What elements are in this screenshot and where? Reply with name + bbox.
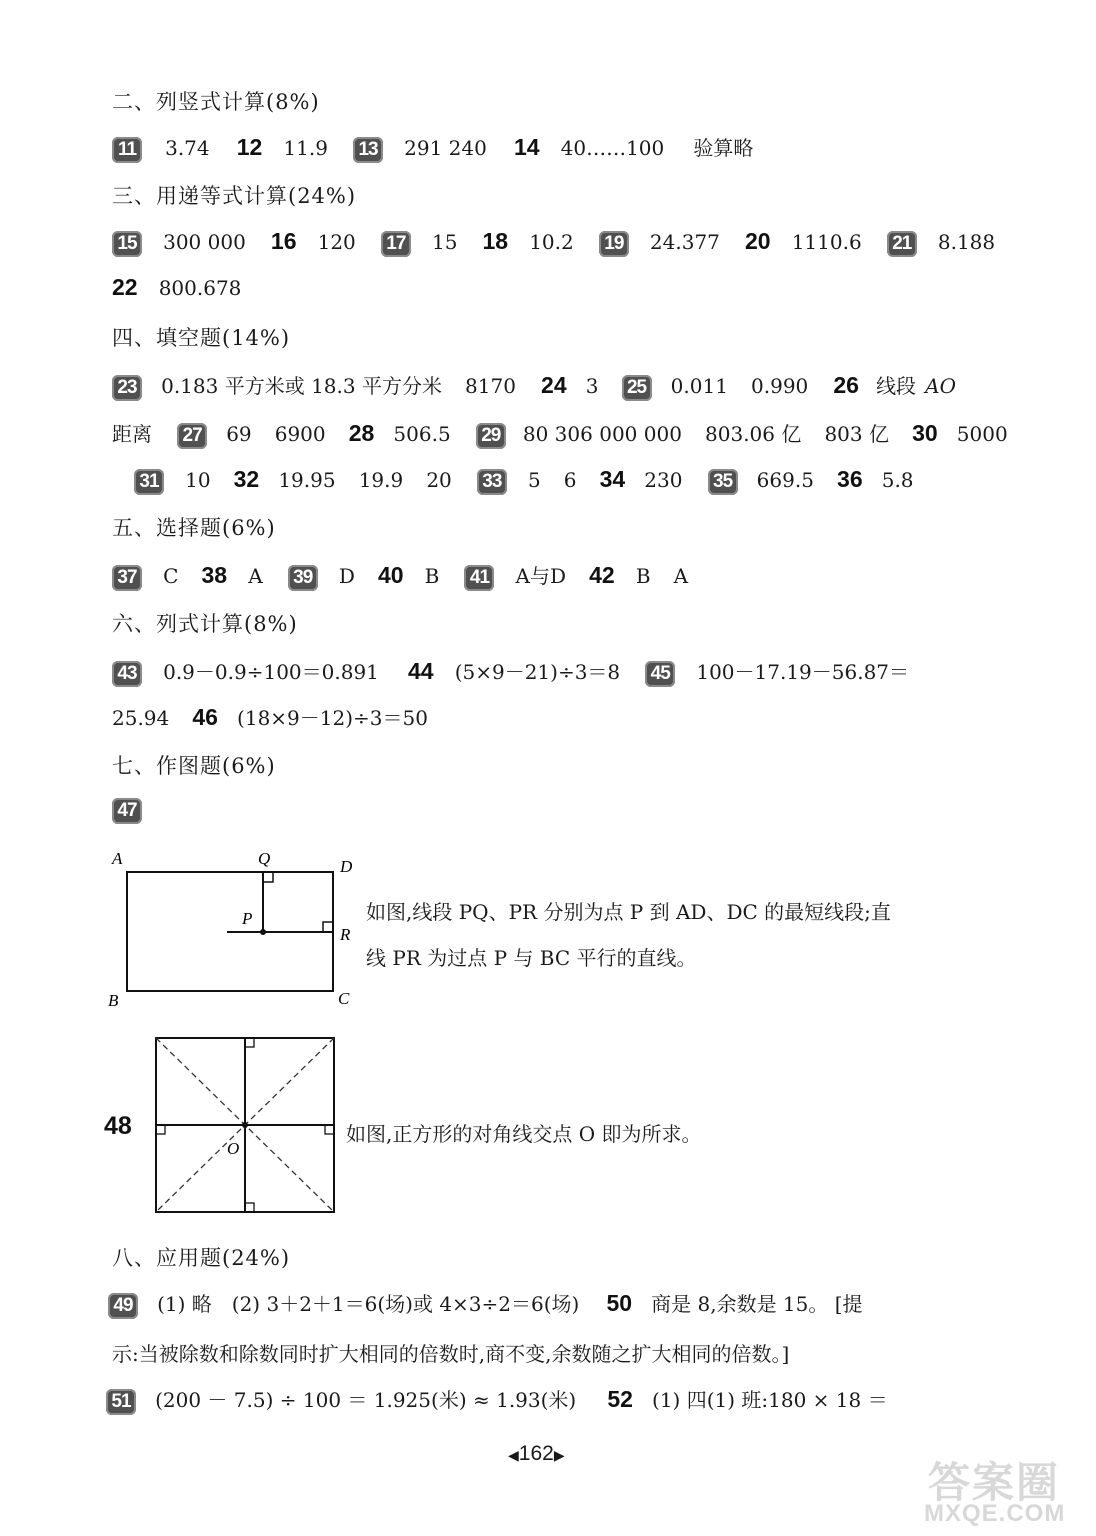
answer-value: 40……100 (560, 136, 665, 160)
question-badge: 37 (112, 565, 142, 591)
question-badge: 13 (353, 137, 383, 163)
left-arrow-icon: ◀ (508, 1447, 519, 1463)
question-badge: 29 (476, 423, 506, 449)
question-number: 38 (201, 562, 228, 588)
answer-value: 291 240 (404, 136, 487, 160)
answer-line-3 (112, 274, 241, 301)
watermark-logo: 答案圈 (928, 1459, 1061, 1506)
answer-value: 6900 (274, 422, 326, 446)
section-heading-7: 七、作图题(6%) (112, 754, 276, 778)
answer-value: 10 (185, 468, 211, 492)
point-o (242, 1122, 248, 1128)
question-badge: 35 (708, 469, 738, 495)
answer-value: 120 (317, 230, 356, 254)
answer-value: 803 亿 (824, 422, 889, 446)
answer-value: 100－17.19－56.87＝ (696, 660, 910, 684)
question-number: 28 (348, 420, 375, 446)
question-number: 22 (112, 274, 138, 300)
question-number: 26 (833, 372, 859, 398)
answer-value: D (338, 564, 355, 588)
question-badge: 47 (112, 798, 142, 824)
answer-value: (18×9－12)÷3＝50 (237, 706, 428, 730)
point-p (260, 929, 266, 935)
answer-value: B (424, 564, 440, 588)
answer-value: (1) 略 (2) 3＋2＋1＝6(场)或 4×3÷2＝6(场) (157, 1292, 580, 1316)
answer-value: 230 (644, 468, 683, 492)
right-angle-mark-bottom (245, 1203, 254, 1212)
answer-line-1 (112, 132, 753, 163)
answer-value: 0.183 平方米或 18.3 平方分米 (161, 374, 442, 398)
answer-value: 5.8 (881, 468, 914, 492)
answer-value: 3 (585, 374, 599, 398)
answer-value: 803.06 亿 (705, 422, 802, 446)
question-badge: 17 (381, 231, 411, 257)
answer-value: 10.2 (529, 230, 574, 254)
right-arrow-icon: ▶ (553, 1447, 565, 1463)
question-number: 40 (377, 562, 404, 588)
answer-value: 3.74 (165, 136, 210, 160)
question-badge: 31 (134, 469, 164, 495)
answer-value: 0.990 (751, 374, 809, 398)
question-badge: 45 (645, 661, 675, 687)
right-angle-mark-r (323, 922, 333, 932)
answer-value: 300 000 (163, 230, 246, 254)
section-heading-2: 二、列竖式计算(8%) (112, 90, 320, 114)
section-heading-5: 五、选择题(6%) (112, 516, 276, 540)
answer-value: 8.188 (937, 230, 996, 254)
answer-line-5 (112, 418, 1008, 449)
question-badge: 49 (108, 1293, 138, 1319)
question-number: 50 (606, 1290, 633, 1316)
question-number: 34 (599, 466, 626, 492)
question-number: 42 (589, 562, 615, 588)
question-badge: 51 (106, 1389, 136, 1415)
answer-line-7 (112, 560, 688, 591)
label-b: B (108, 991, 119, 1010)
answer-line-4 (112, 370, 956, 401)
answer-value: 6 (563, 468, 577, 492)
watermark-url: MXQE.COM (924, 1500, 1066, 1527)
section-heading-6: 六、列式计算(8%) (112, 612, 298, 636)
label-q: Q (258, 849, 271, 868)
question-number: 18 (482, 228, 509, 254)
right-angle-mark-right (325, 1125, 334, 1134)
question-number: 52 (607, 1386, 633, 1412)
answer-value: 1110.6 (791, 230, 862, 254)
question-badge: 43 (112, 661, 142, 687)
answer-value: (5×9－21)÷3＝8 (454, 660, 621, 684)
question-badge: 41 (464, 565, 494, 591)
question-badge: 33 (477, 469, 507, 495)
question-47-badge (112, 798, 142, 824)
question-number: 46 (192, 704, 218, 730)
section-heading-4: 四、填空题(14%) (112, 326, 291, 350)
answer-value: 80 306 000 000 (522, 422, 682, 446)
answer-value: 5 (527, 468, 541, 492)
question-badge: 11 (112, 137, 142, 163)
answer-value: 69 (226, 422, 252, 446)
answer-value: AO (925, 374, 956, 398)
page-number (508, 1442, 565, 1466)
answer-value: C (163, 564, 179, 588)
answer-value: 0.9－0.9÷100＝0.891 (163, 660, 379, 684)
answer-value: 506.5 (393, 422, 451, 446)
question-badge: 39 (288, 565, 318, 591)
answer-value: 11.9 (283, 136, 328, 160)
question-badge: 25 (622, 375, 652, 401)
answer-value: 19.95 (278, 468, 336, 492)
answer-line-12 (106, 1384, 888, 1415)
right-angle-mark-q (263, 872, 273, 882)
question-number: 12 (236, 134, 263, 160)
question-number: 14 (513, 134, 540, 160)
label-o: O (227, 1139, 240, 1158)
answer-value: A (248, 564, 263, 588)
right-angle-mark-top (245, 1038, 254, 1047)
answer-line-9 (112, 702, 428, 731)
answer-value: 24.377 (649, 230, 720, 254)
answer-value: 商是 8,余数是 15。 [提 (651, 1292, 863, 1316)
answer-line-2 (112, 228, 995, 257)
answer-value: 19.9 (358, 468, 404, 492)
question-number: 48 (104, 1112, 132, 1140)
answer-value: 8170 (465, 374, 516, 398)
answer-value: (200 － 7.5) ÷ 100 ＝ 1.925(米) ≈ 1.93(米) (155, 1388, 577, 1412)
answer-value: 25.94 (112, 706, 170, 730)
question-number: 16 (270, 228, 297, 254)
answer-line-11: 示:当被除数和除数同时扩大相同的倍数时,商不变,余数随之扩大相同的倍数。] (112, 1342, 790, 1366)
question-number: 24 (541, 372, 567, 398)
answer-value: 669.5 (756, 468, 814, 492)
answer-value: 线段 (876, 374, 917, 398)
question-number: 30 (912, 420, 938, 446)
answer-value: 800.678 (158, 276, 242, 300)
section-heading-3: 三、用递等式计算(24%) (112, 184, 357, 208)
section-heading-8: 八、应用题(24%) (112, 1246, 291, 1270)
figure-47-explanation-1: 如图,线段 PQ、PR 分别为点 P 到 AD、DC 的最短线段;直 (366, 900, 891, 924)
answer-value: B (635, 564, 651, 588)
label-r: R (340, 925, 351, 944)
question-number: 44 (408, 658, 434, 684)
label-d: D (340, 857, 353, 876)
answer-note: 验算略 (693, 136, 754, 160)
question-number: 36 (837, 466, 863, 492)
label-c: C (338, 989, 350, 1008)
answer-value: (1) 四(1) 班:180 × 18 ＝ (652, 1388, 888, 1412)
question-badge: 27 (177, 423, 207, 449)
answer-value: 15 (431, 230, 458, 254)
label-p: P (242, 909, 253, 928)
question-badge: 21 (887, 231, 917, 257)
answer-value: A与D (515, 564, 567, 588)
answer-line-8 (112, 656, 909, 687)
question-badge: 23 (112, 375, 142, 401)
rectangle-figure (100, 840, 370, 1015)
answer-value: 0.011 (670, 374, 728, 398)
label-a: A (112, 849, 123, 868)
answer-value: A (673, 564, 689, 588)
figure-47-explanation-2: 线 PR 为过点 P 与 BC 平行的直线。 (366, 946, 697, 970)
figure-48-explanation: 如图,正方形的对角线交点 O 即为所求。 (346, 1122, 702, 1146)
question-number: 32 (233, 466, 260, 492)
answer-value: 20 (426, 468, 452, 492)
answer-line-6 (134, 466, 914, 495)
question-number: 20 (745, 228, 771, 254)
answer-value: 5000 (956, 422, 1008, 446)
page-number-value: 162 (518, 1442, 554, 1465)
answer-line-10 (108, 1288, 863, 1319)
question-badge: 15 (112, 231, 142, 257)
square-figure (150, 1032, 342, 1218)
right-angle-mark-left (156, 1125, 165, 1134)
question-badge: 19 (599, 231, 629, 257)
answer-value: 距离 (112, 422, 152, 446)
